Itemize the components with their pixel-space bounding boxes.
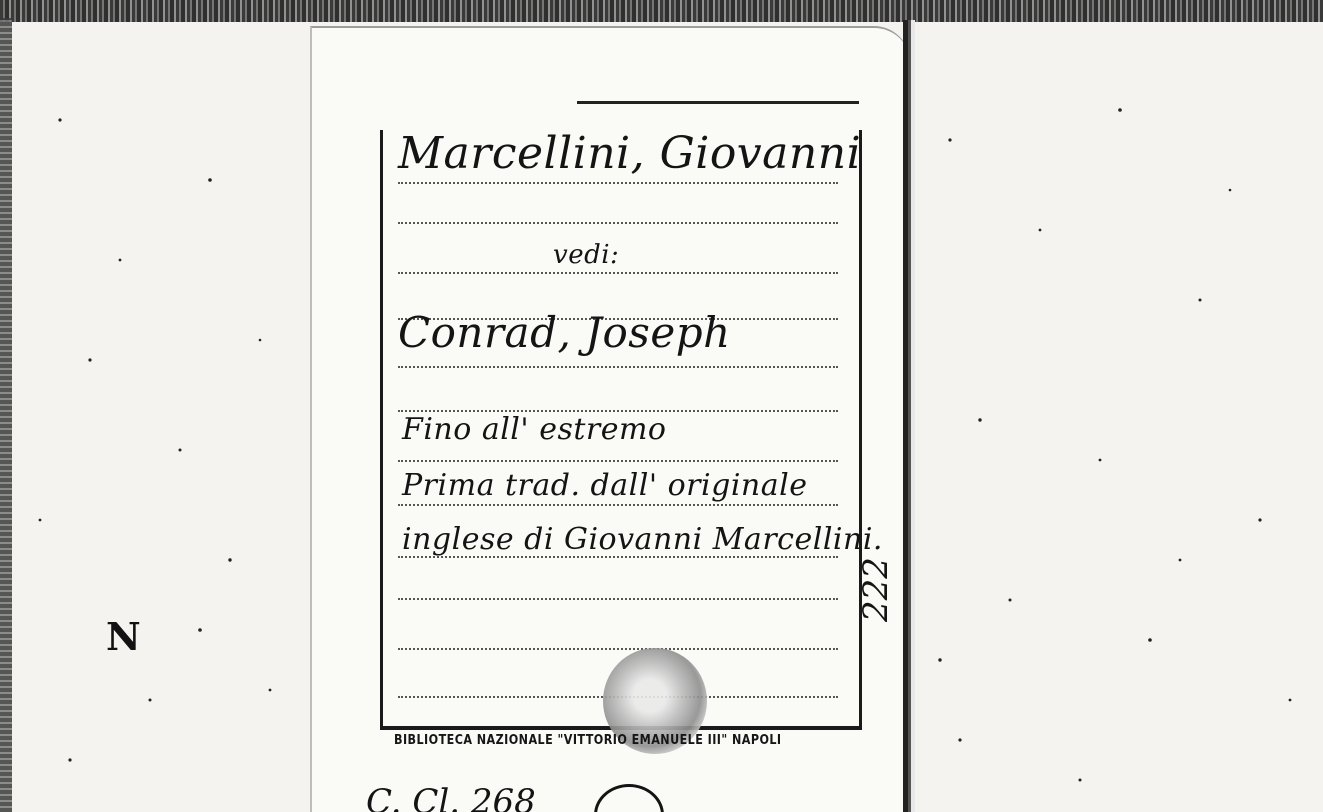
dotted-rule — [398, 222, 838, 224]
dotted-rule — [398, 598, 838, 600]
card-title-line-3: inglese di Giovanni Marcellini. — [402, 522, 883, 557]
dotted-rule — [398, 460, 838, 462]
dotted-rule — [398, 504, 838, 506]
card-title-line-2: Prima trad. dall' originale — [402, 468, 808, 503]
dotted-rule — [398, 366, 838, 368]
see-reference-label: vedi: — [553, 240, 620, 270]
dotted-rule — [398, 648, 838, 650]
card-heading-name: Marcellini, Giovanni — [398, 128, 862, 179]
card-side-number: 222 — [856, 557, 896, 622]
card-title-line-1: Fino all' estremo — [402, 412, 667, 447]
card-author-name: Conrad, Joseph — [398, 308, 731, 357]
scan-left-edge-band — [0, 18, 12, 812]
card-right-edge-shadow — [903, 20, 915, 812]
margin-letter: N — [106, 614, 141, 659]
scan-top-edge-band — [0, 0, 1323, 22]
card-footer-library-name: BIBLIOTECA NAZIONALE "VITTORIO EMANUELE III" NAPOLI — [394, 733, 782, 748]
dotted-rule — [398, 182, 838, 184]
card-top-rule — [577, 101, 859, 104]
next-card-partial-handwriting: C. Cl. 268 — [366, 782, 536, 812]
dotted-rule — [398, 272, 838, 274]
